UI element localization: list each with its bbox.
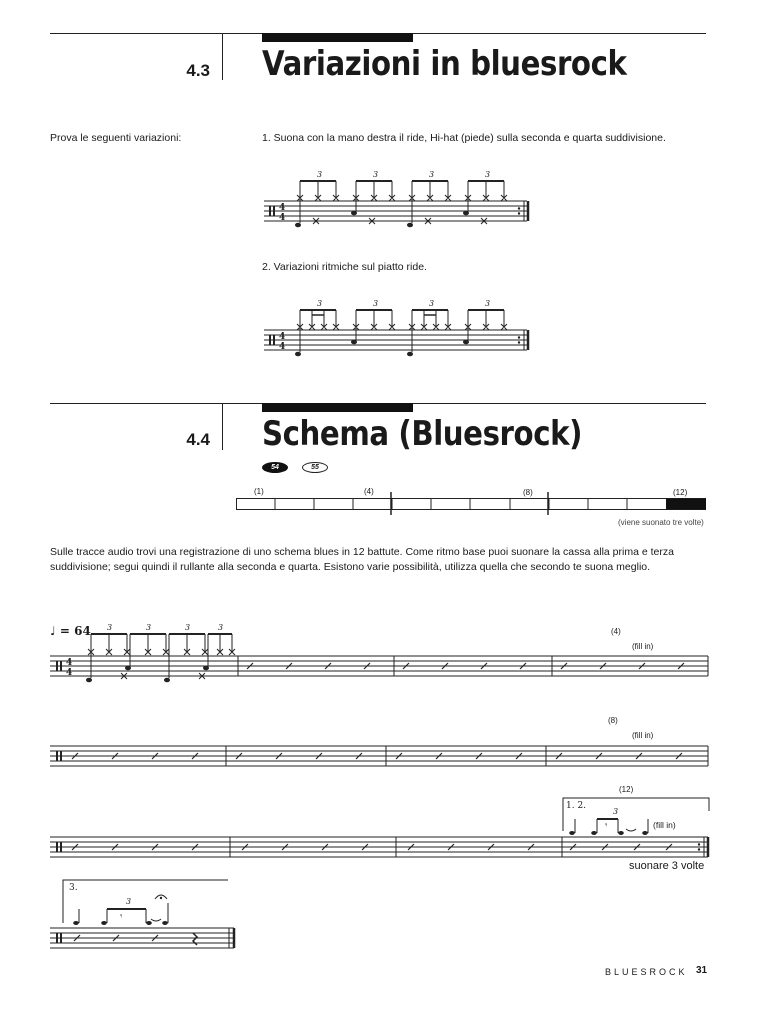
- fill-label: (fill in): [632, 642, 654, 651]
- triplet-mark: 3: [485, 299, 491, 308]
- section-title: Variazioni in bluesrock: [262, 44, 627, 84]
- svg-text:𝄾: 𝄾: [120, 912, 123, 922]
- score-system-3: [50, 797, 712, 862]
- bar-marker: (4): [611, 627, 621, 636]
- svg-text:𝄾: 𝄾: [605, 821, 608, 831]
- form-marker: (12): [673, 488, 688, 497]
- footer-label: BLUESROCK: [605, 967, 688, 977]
- triplet-mark: 3: [429, 170, 435, 179]
- score-system-4: [50, 879, 240, 954]
- form-bar: [236, 496, 707, 516]
- triplet-mark: 3: [429, 299, 435, 308]
- triplet-mark: 3: [126, 897, 132, 906]
- audio-track-badge: 55: [302, 462, 328, 473]
- svg-text:4: 4: [279, 342, 286, 352]
- triplet-mark: 3: [317, 299, 323, 308]
- form-marker: (4): [364, 487, 374, 496]
- bar-marker: (12): [619, 785, 634, 794]
- section-title: Schema (Bluesrock): [262, 414, 583, 454]
- exercise-1-text: 1. Suona con la mano destra il ride, Hi-hat (piede) sulla seconda e quarta suddivisione.: [262, 132, 666, 144]
- form-marker: (1): [254, 487, 264, 496]
- repeat-instruction: suonare 3 volte: [629, 860, 705, 872]
- audio-track-badge: 54: [262, 462, 288, 473]
- fill-label: (fill in): [653, 820, 676, 830]
- section-number: 4.3: [186, 61, 210, 80]
- description-line-1: Sulle tracce audio trovi una registrazione di uno schema blues in 12 battute. Come ritmo base puoi suonare la cassa alla prima e terza: [50, 546, 674, 558]
- triplet-mark: 3: [317, 170, 323, 179]
- exercise-2-text: 2. Variazioni ritmiche sul piatto ride.: [262, 261, 427, 273]
- tempo-value: = 64: [59, 624, 91, 638]
- triplet-mark: 3: [185, 623, 191, 632]
- triplet-mark: 3: [613, 807, 619, 816]
- fill-label: (fill in): [632, 731, 654, 740]
- intro-label: Prova le seguenti variazioni:: [50, 132, 182, 144]
- quarter-note-icon: ♩: [50, 624, 56, 638]
- time-sig-top: 4: [66, 658, 73, 668]
- form-note: (viene suonato tre volte): [618, 518, 704, 527]
- triplet-mark: 3: [485, 170, 491, 179]
- notation-staff-ex2: [262, 294, 532, 364]
- section-heavy-bar: [262, 403, 413, 412]
- score-system-1: [50, 618, 712, 693]
- triplet-mark: 3: [373, 299, 379, 308]
- form-marker: (8): [523, 488, 533, 497]
- ending-label-3: 3.: [69, 883, 78, 893]
- description-line-2: suddivisione; segui quindi il rullante alla seconda e quarta. Esistono varie possibilità, utilizza quella che secondo te suona meglio.: [50, 561, 651, 573]
- section-heavy-bar: [262, 33, 413, 42]
- svg-text:4: 4: [279, 203, 286, 213]
- time-sig-bottom: 4: [66, 668, 73, 678]
- section-number: 4.4: [186, 430, 210, 449]
- triplet-mark: 3: [373, 170, 379, 179]
- ending-label-1-2: 1. 2.: [566, 801, 587, 811]
- score-system-2: [50, 742, 712, 772]
- notation-staff-ex1: [262, 165, 532, 235]
- page-number: 31: [696, 965, 708, 976]
- section-divider: [222, 33, 223, 80]
- section-divider: [222, 403, 223, 450]
- bar-marker: (8): [608, 716, 618, 725]
- triplet-mark: 3: [218, 623, 224, 632]
- svg-text:4: 4: [279, 332, 286, 342]
- triplet-mark: 3: [107, 623, 113, 632]
- svg-text:4: 4: [279, 213, 286, 223]
- triplet-mark: 3: [146, 623, 152, 632]
